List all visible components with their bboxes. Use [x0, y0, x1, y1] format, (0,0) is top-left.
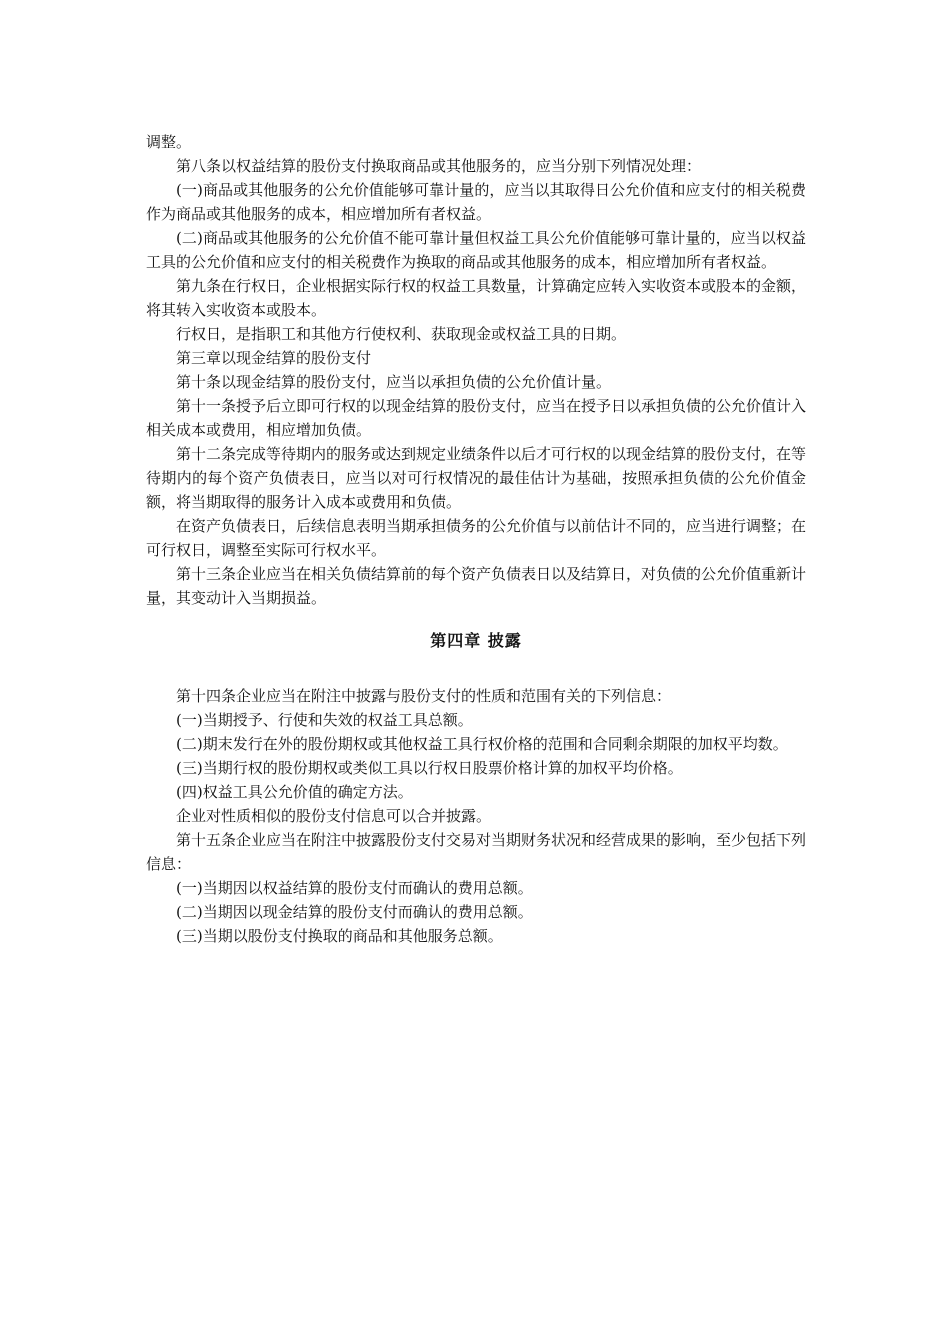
paragraph: 第三章以现金结算的股份支付	[176, 349, 372, 367]
section-before	[146, 130, 806, 610]
paragraph: 第十二条完成等待期内的服务或达到规定业绩条件以后才可行权的以现金结算的股份支付，在等待期内的每个资产负债表日，应当以对可行权情况的最佳估计为基础，按照承担负债的公允价值金额，将当期取得的服务计入成本或费用和负债。	[146, 445, 807, 511]
paragraph: 第九条在行权日，企业根据实际行权的权益工具数量，计算确定应转入实收资本或股本的金额，将其转入实收资本或股本。	[146, 277, 807, 319]
section-after	[146, 684, 806, 948]
paragraph: 调整。	[146, 133, 192, 151]
paragraph: 第八条以权益结算的股份支付换取商品或其他服务的，应当分别下列情况处理：	[176, 157, 702, 175]
document-page	[146, 130, 806, 948]
paragraph: 行权日，是指职工和其他方行使权利、获取现金或权益工具的日期。	[176, 325, 627, 343]
paragraph: 第十四条企业应当在附注中披露与股份支付的性质和范围有关的下列信息：	[176, 687, 672, 705]
paragraph: (一)当期授予、行使和失效的权益工具总额。	[176, 711, 473, 729]
paragraph: 在资产负债表日，后续信息表明当期承担债务的公允价值与以前估计不同的，应当进行调整；在可行权日，调整至实际可行权水平。	[146, 517, 807, 559]
paragraph: 第十条以现金结算的股份支付，应当以承担负债的公允价值计量。	[176, 373, 612, 391]
paragraph: (二)当期因以现金结算的股份支付而确认的费用总额。	[176, 903, 533, 921]
paragraph: (四)权益工具公允价值的确定方法。	[176, 783, 413, 801]
paragraph: (二)期末发行在外的股份期权或其他权益工具行权价格的范围和合同剩余期限的加权平均数。	[176, 735, 788, 753]
paragraph: (三)当期行权的股份期权或类似工具以行权日股票价格计算的加权平均价格。	[176, 759, 683, 777]
paragraph: (三)当期以股份支付换取的商品和其他服务总额。	[176, 927, 503, 945]
paragraph: (一)当期因以权益结算的股份支付而确认的费用总额。	[176, 879, 533, 897]
paragraph: 第十三条企业应当在相关负债结算前的每个资产负债表日以及结算日，对负债的公允价值重新计量，其变动计入当期损益。	[146, 565, 807, 607]
paragraph: (二)商品或其他服务的公允价值不能可靠计量但权益工具公允价值能够可靠计量的，应当以权益工具的公允价值和应支付的相关税费作为换取的商品或其他服务的成本，相应增加所有者权益。	[146, 229, 806, 271]
paragraph: 企业对性质相似的股份支付信息可以合并披露。	[176, 807, 492, 825]
paragraph: (一)商品或其他服务的公允价值能够可靠计量的，应当以其取得日公允价值和应支付的相关税费作为商品或其他服务的成本，相应增加所有者权益。	[146, 181, 806, 223]
paragraph: 第十一条授予后立即可行权的以现金结算的股份支付，应当在授予日以承担负债的公允价值计入相关成本或费用，相应增加负债。	[146, 397, 807, 439]
paragraph: 第十五条企业应当在附注中披露股份支付交易对当期财务状况和经营成果的影响，至少包括下列信息：	[146, 831, 807, 873]
chapter-heading: 第四章 披露	[430, 631, 522, 650]
